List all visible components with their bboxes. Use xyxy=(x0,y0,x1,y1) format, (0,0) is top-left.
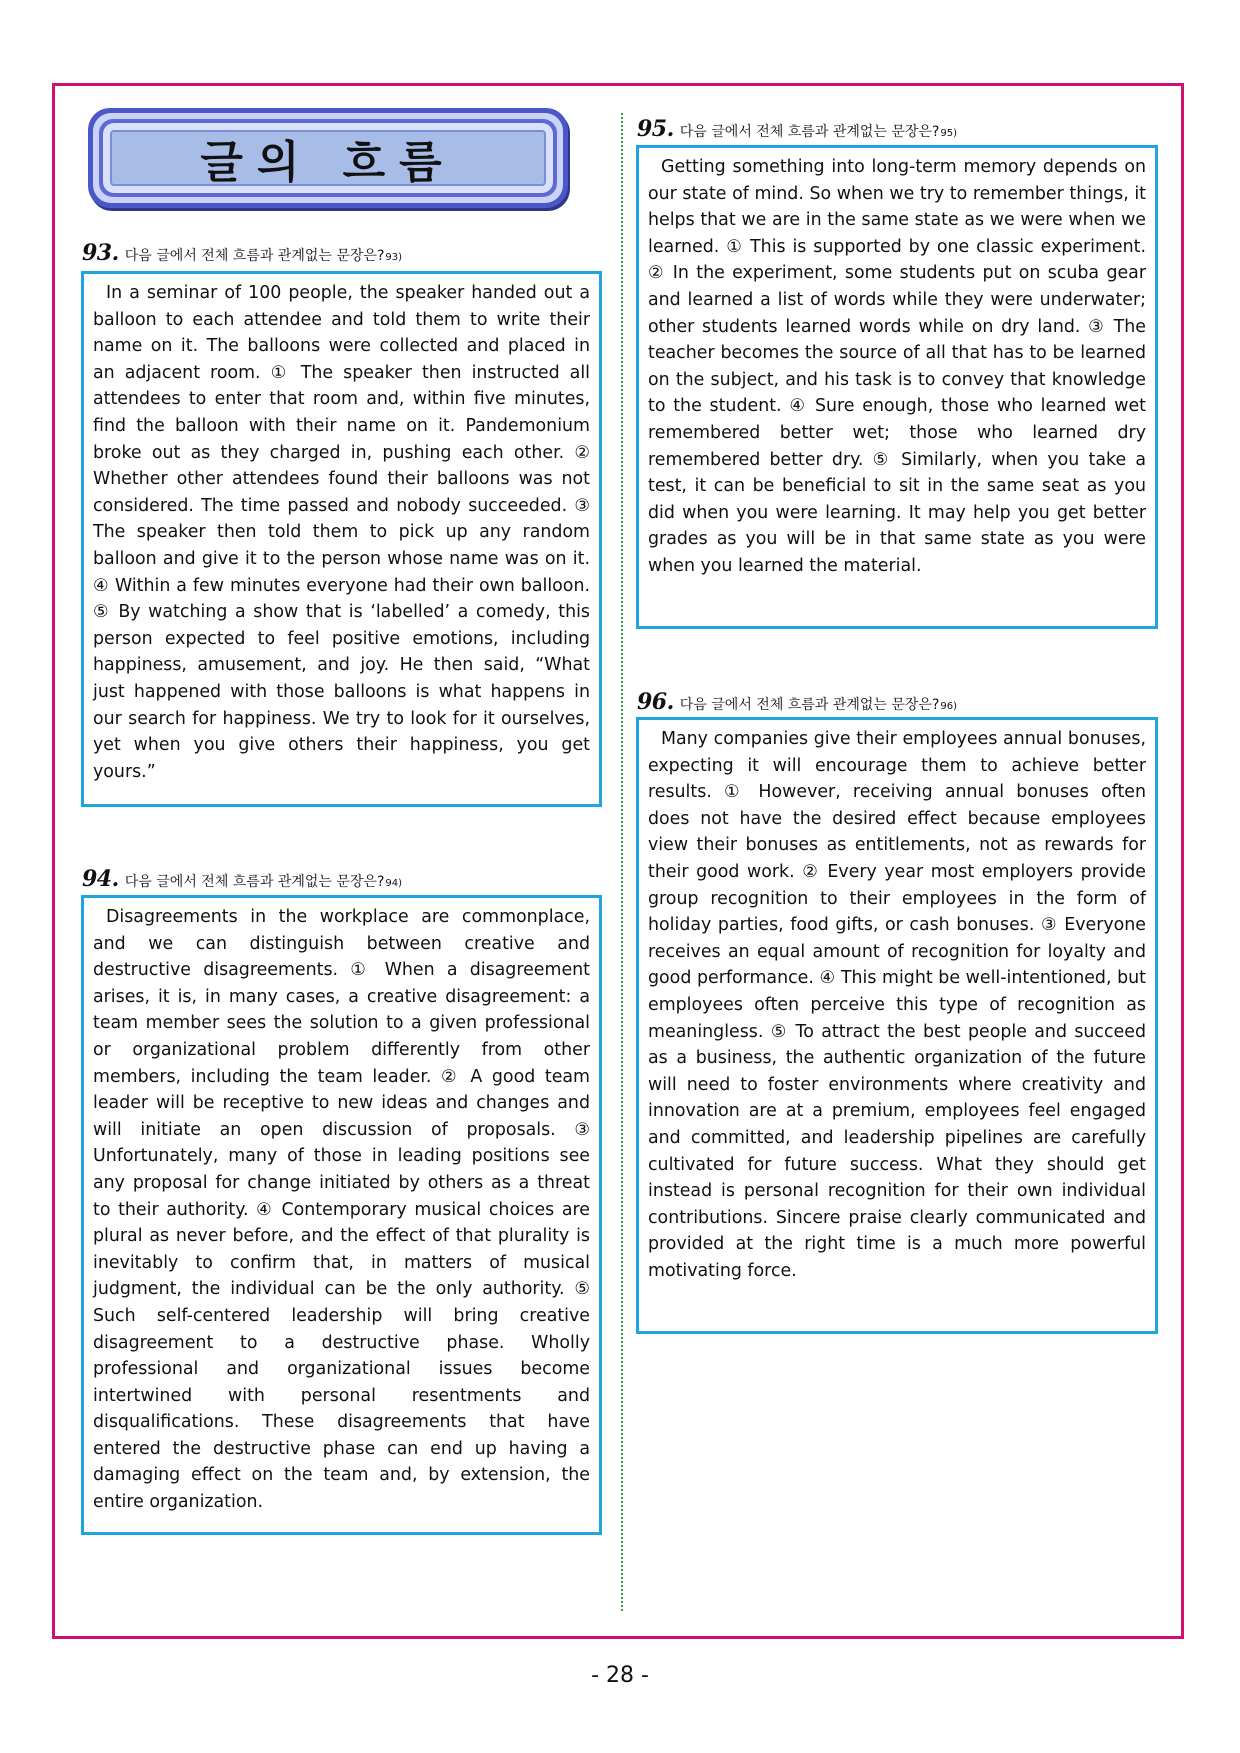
question-prompt: 다음 글에서 전체 흐름과 관계없는 문장은? xyxy=(124,874,385,890)
footnote-marker: 94) xyxy=(385,878,403,889)
question-prompt: 다음 글에서 전체 흐름과 관계없는 문장은? xyxy=(124,248,385,264)
column-divider xyxy=(621,113,623,1611)
question-95-heading xyxy=(637,116,957,142)
question-96-heading xyxy=(637,689,957,715)
question-number: 93. xyxy=(82,240,119,266)
question-96-passage: Many companies give their employees annual bonuses, expecting it will encourage them to achieve better results. ① However, receiving annual bonuses often does not have the desired effect because employees view their bonuses as entitlements, not as rewards for their good work. ② Every year most employers provide group recognition to their employees in the form of holiday parties, food gifts, or cash bonuses. ③ Everyone receives an equal amount of recognition for loyalty and good performance. ④ This might be well-intentioned, but employees often perceive this type of recognition as meaningless. ⑤ To attract the best people and succeed as a business, the authentic organization of the future will need to foster environments where creativity and innovation are at a premium, employees feel engaged and committed, and leadership pipelines are carefully cultivated for future success. What they should get instead is personal recognition for their own individual contributions. Sincere praise clearly communicated and provided at the right time is a much more powerful motivating force. xyxy=(636,717,1158,1334)
footnote-marker: 95) xyxy=(940,128,958,139)
page-number: - 28 - xyxy=(591,1663,649,1688)
section-title-badge xyxy=(88,108,568,208)
question-94-passage: Disagreements in the workplace are commonplace, and we can distinguish between creative and destructive disagreements. ① When a disagreement arises, it is, in many cases, a creative disagreement: a team member sees the solution to a given professional or organizational problem differently from other members, including the team leader. ② A good team leader will be receptive to new ideas and changes and will initiate an open discussion of proposals. ③ Unfortunately, many of those in leading positions see any proposal for change initiated by others as a threat to their authority. ④ Contemporary musical choices are plural as never before, and the effect of that plurality is inevitably to confirm that, in matters of musical judgment, the individual can be the only authority. ⑤ Such self-centered leadership will bring creative disagreement to a destructive phase. Wholly professional and organizational issues become intertwined with personal resentments and disqualifications. These disagreements that have entered the destructive phase can end up having a damaging effect on the team and, by extension, the entire organization. xyxy=(81,895,602,1535)
question-94-heading xyxy=(82,866,402,892)
question-prompt: 다음 글에서 전체 흐름과 관계없는 문장은? xyxy=(679,697,940,713)
question-93-passage: In a seminar of 100 people, the speaker handed out a balloon to each attendee and told them to write their name on it. The balloons were collected and placed in an adjacent room. ① The speaker then instructed all attendees to enter that room and, within five minutes, find the balloon with their name on it. Pandemonium broke out as they charged in, pushing each other. ② Whether other attendees found their balloons was not considered. The time passed and nobody succeeded. ③ The speaker then told them to pick up any random balloon and give it to the person whose name was on it. ④ Within a few minutes everyone had their own balloon. ⑤ By watching a show that is ‘labelled’ a comedy, this person expected to feel positive emotions, including happiness, amusement, and joy. He then said, “What just happened with those balloons is what happens in our search for happiness. We try to look for it ourselves, yet when you give others their happiness, you get yours.” xyxy=(81,271,602,807)
section-title: 글의 흐름 xyxy=(200,137,456,188)
question-number: 94. xyxy=(82,866,119,892)
question-prompt: 다음 글에서 전체 흐름과 관계없는 문장은? xyxy=(679,124,940,140)
question-number: 95. xyxy=(637,116,674,142)
question-95-passage: Getting something into long-term memory depends on our state of mind. So when we try to remember things, it helps that we are in the same state as we were when we learned. ① This is supported by one classic experiment. ② In the experiment, some students put on scuba gear and learned a list of words while they were underwater; other students learned words while on dry land. ③ The teacher becomes the source of all that has to be learned on the subject, and his task is to convey that knowledge to the student. ④ Sure enough, those who learned wet remembered better wet; those who learned dry remembered better dry. ⑤ Similarly, when you take a test, it can be beneficial to sit in the same seat as you did when you were learning. It may help you get better grades as you will be in that same state as you were when you learned the material. xyxy=(636,145,1158,629)
question-93-heading xyxy=(82,240,402,266)
question-number: 96. xyxy=(637,689,674,715)
footnote-marker: 93) xyxy=(385,252,403,263)
footnote-marker: 96) xyxy=(940,701,958,712)
